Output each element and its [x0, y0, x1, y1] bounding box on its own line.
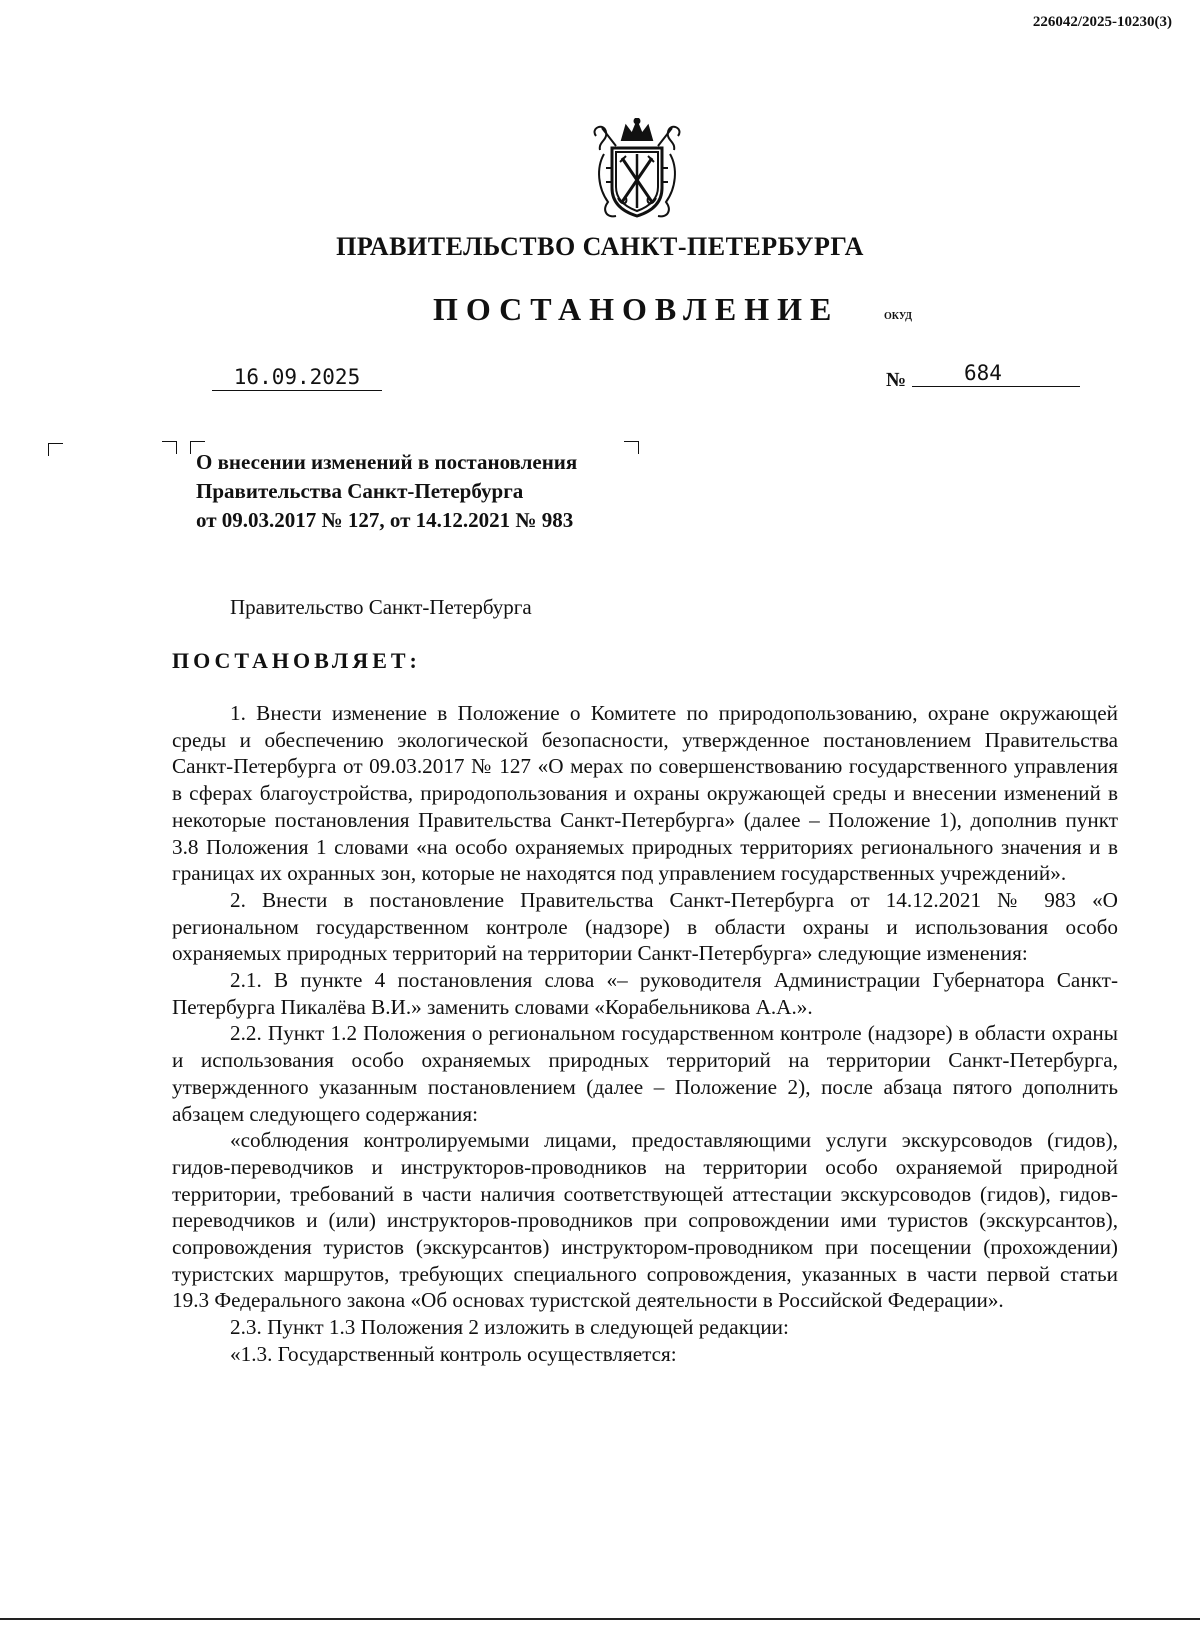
paragraph-1-3: «1.3. Государственный контроль осуществляется:: [230, 1341, 677, 1366]
subject-line: от 09.03.2017 № 127, от 14.12.2021 № 983: [196, 508, 574, 532]
government-title: ПРАВИТЕЛЬСТВО САНКТ-ПЕТЕРБУРГА: [336, 232, 864, 261]
preamble: Правительство Санкт-Петербурга: [230, 595, 532, 619]
subject-line: Правительства Санкт-Петербурга: [196, 479, 524, 503]
document-body: [172, 700, 1118, 1368]
okud-label: ОКУД: [884, 311, 913, 322]
corner-mark: [624, 441, 639, 454]
document-date: 16.09.2025: [212, 366, 382, 391]
corner-mark: [48, 443, 63, 456]
document-reference-number: 226042/2025-10230(3): [1032, 14, 1172, 30]
saint-petersburg-coat-of-arms-icon: [582, 118, 692, 223]
paragraph-2-3: 2.3. Пункт 1.3 Положения 2 изложить в следующей редакции:: [230, 1315, 789, 1340]
page-bottom-edge: [0, 1618, 1200, 1620]
paragraph-2-2: 2.2. Пункт 1.2 Положения о региональном государственном контроле (надзоре) в области охраны и использования особо охраняемых природных территорий на территории Санкт-Петербурга, утвержденного указанным постановлением (далее – Положение 2), после абзаца пятого дополнить абзацем следующего содержания:: [172, 1021, 1118, 1126]
document-number: 684: [912, 362, 1080, 387]
document-type-heading: ПОСТАНОВЛЕНИЕ: [433, 291, 840, 327]
subject-line: О внесении изменений в постановления: [196, 450, 578, 474]
corner-mark: [162, 441, 177, 454]
decree-word: ПОСТАНОВЛЯЕТ:: [172, 648, 421, 673]
paragraph-2: 2. Внести в постановление Правительства Санкт-Петербурга от 14.12.2021 № 983 «О региональном государственном контроле (надзоре) в области охраны и использования особо охраняемых природных территорий на территории Санкт-Петербурга» следующие изменения:: [172, 887, 1118, 966]
number-sign: №: [886, 369, 907, 391]
paragraph-1: 1. Внести изменение в Положение о Комитете по природопользованию, охране окружающей среды и обеспечению экологической безопасности, утвержденное постановлением Правительства Санкт-Петербурга от 09.03.2017 № 127 «О мерах по совершенствованию государственного управления в сферах благоустройства, природопользования и охраны окружающей среды и внесении изменений в некоторые постановления Правительства Санкт-Петербурга» (далее – Положение 1), дополнив пункт 3.8 Положения 1 словами «на особо охраняемых природных территориях регионального значения и в границах их охранных зон, которые не находятся под управлением государственных учреждений».: [172, 701, 1118, 886]
paragraph-quote: «соблюдения контролируемыми лицами, предоставляющими услуги экскурсоводов (гидов), гидов-переводчиков и инструкторов-проводников на территории особо охраняемой природной территории, требований в части наличия соответствующей аттестации экскурсоводов (гидов), гидов-переводчиков и (или) инструкторов-проводников при сопровождении ими туристов (экскурсантов), сопровождения туристов (экскурсантов) инструктором-проводником при посещении (прохождении) туристских маршрутов, требующих специального сопровождения, указанных в части первой статьи 19.3 Федерального закона «Об основах туристской деятельности в Российской Федерации».: [172, 1128, 1118, 1313]
document-subject: [196, 448, 577, 535]
paragraph-2-1: 2.1. В пункте 4 постановления слова «– руководителя Администрации Губернатора Санкт-Петербурга Пикалёва В.И.» заменить словами «Корабельникова А.А.».: [172, 968, 1118, 1019]
